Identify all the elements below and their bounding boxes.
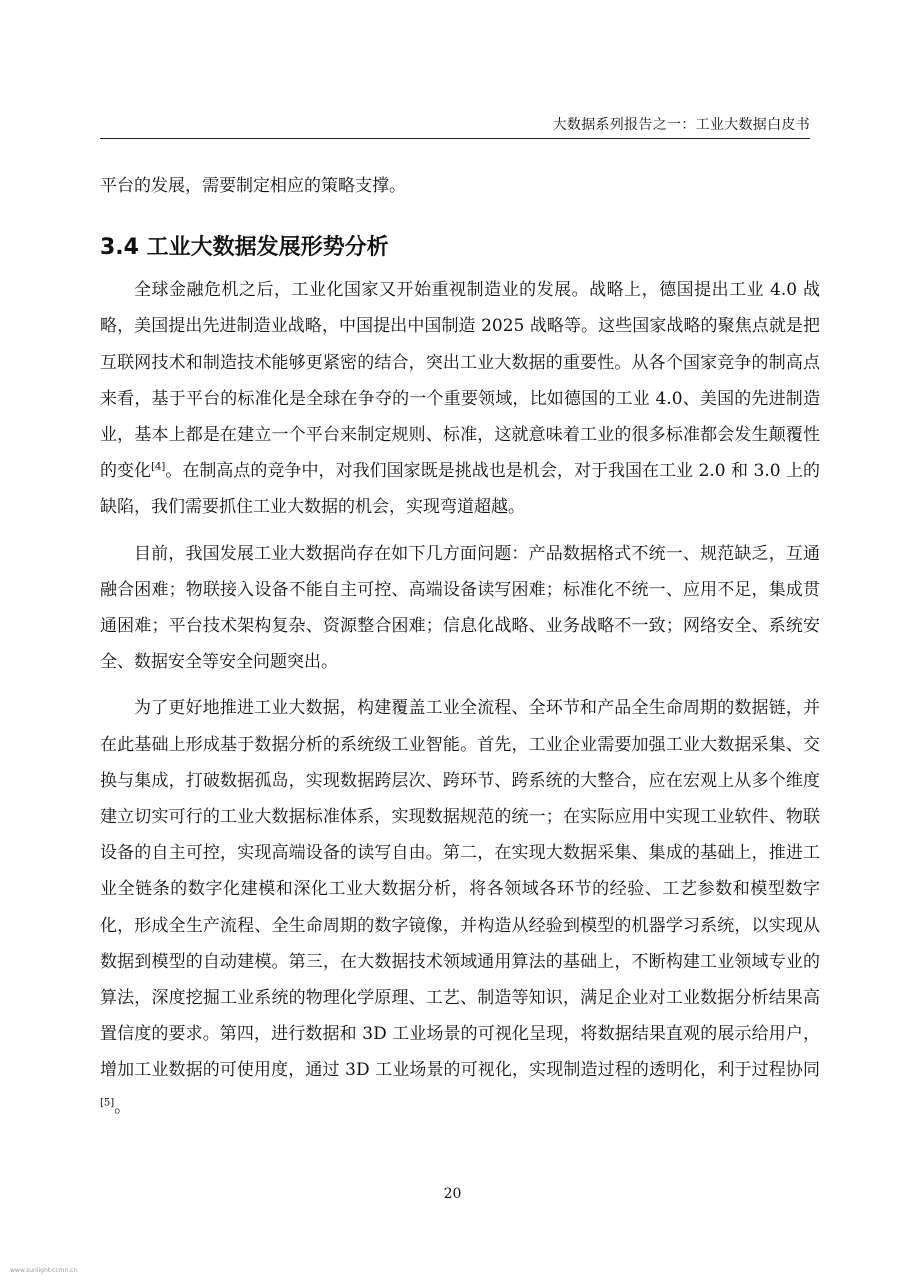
paragraph-3: [100, 690, 820, 1124]
paragraph-3-text-b: 。: [114, 1096, 132, 1117]
page-number: 20: [443, 1186, 462, 1202]
paragraph-1-text-a: 全球金融危机之后，工业化国家又开始重视制造业的发展。战略上，德国提出工业 4.0 战略，美国提出先进制造业战略，中国提出中国制造 2025 战略等。这些国家战略的聚焦点就是把互联网技术和制造技术能够更紧密的结合，突出工业大数据的重要性。从各个国家竞争的制高点来看，基于平台的标准化是全球在争夺的一个重要领域，比如德国的工业 4.0、美国的先进制造业，基本上都是在建立一个平台来制定规则、标准，这就意味着工业的很多标准都会发生颠覆性的变化: [100, 280, 820, 482]
citation-ref-5[interactable]: [5]: [100, 1097, 115, 1109]
body-content: [100, 168, 820, 1125]
paragraph-1-text-b: 。在制高点的竞争中，对我们国家既是挑战也是机会，对于我国在工业 2.0 和 3.0 上的缺陷，我们需要抓住工业大数据的机会，实现弯道超越。: [100, 461, 821, 518]
header-rule: [100, 138, 810, 139]
paragraph-2: 目前，我国发展工业大数据尚存在如下几方面问题：产品数据格式不统一、规范缺乏，互通融合困难；物联接入设备不能自主可控、高端设备读写困难；标准化不统一、应用不足，集成贯通困难；平台技术架构复杂、资源整合困难；信息化战略、业务战略不一致；网络安全、系统安全、数据安全等安全问题突出。: [100, 543, 820, 673]
carryover-paragraph: 平台的发展，需要制定相应的策略支撑。: [100, 176, 406, 196]
running-header: 大数据系列报告之一：工业大数据白皮书: [552, 117, 810, 133]
watermark-text: www.sunlight.ccmn.cn: [10, 1267, 78, 1274]
paragraph-1: [100, 272, 820, 525]
section-heading: 3.4 工业大数据发展形势分析: [100, 235, 389, 261]
citation-ref-4[interactable]: [4]: [151, 461, 166, 473]
paragraph-3-text-a: 为了更好地推进工业大数据，构建覆盖工业全流程、全环节和产品全生命周期的数据链，并在此基础上形成基于数据分析的系统级工业智能。首先，工业企业需要加强工业大数据采集、交换与集成，打破数据孤岛，实现数据跨层次、跨环节、跨系统的大整合，应在宏观上从多个维度建立切实可行的工业大数据标准体系，实现数据规范的统一；在实际应用中实现工业软件、物联设备的自主可控，实现高端设备的读写自由。第二，在实现大数据采集、集成的基础上，推进工业全链条的数字化建模和深化工业大数据分析，将各领域各环节的经验、工艺参数和模型数字化，形成全生产流程、全生命周期的数字镜像，并构造从经验到模型的机器学习系统，以实现从数据到模型的自动建模。第三，在大数据技术领域通用算法的基础上，不断构建工业领域专业的算法，深度挖掘工业系统的物理化学原理、工艺、制造等知识，满足企业对工业数据分析结果高置信度的要求。第四，进行数据和 3D 工业场景的可视化呈现，将数据结果直观的展示给用户，增加工业数据的可使用度，通过 3D 工业场景的可视化，实现制造过程的透明化，利于过程协同: [100, 698, 820, 1081]
